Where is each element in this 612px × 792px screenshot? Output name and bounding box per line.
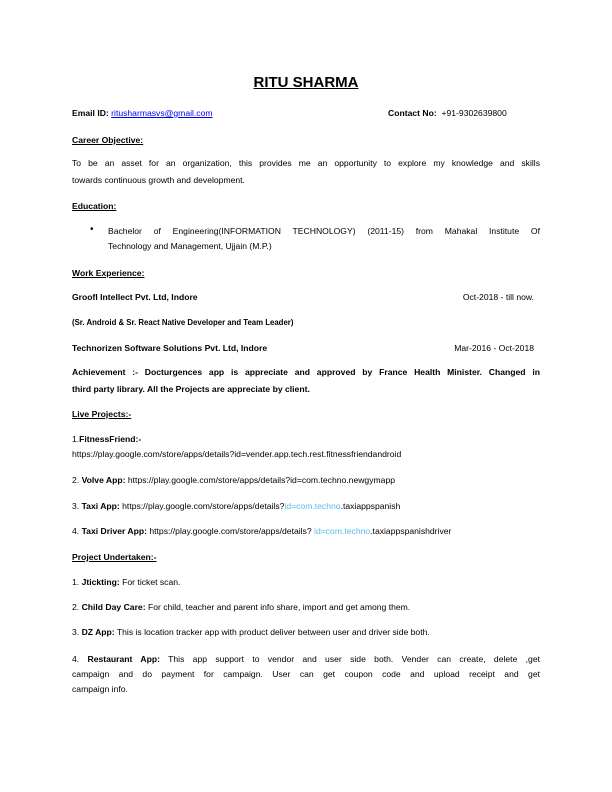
- item-number: 1.: [72, 577, 82, 587]
- project-name: Jtickting:: [81, 577, 120, 587]
- project-desc-line: campaign and do payment for campaign. User can get coupon code and upload receipt and get: [72, 669, 540, 679]
- resume-name: RITU SHARMA: [253, 74, 359, 91]
- project-name: Taxi Driver App:: [81, 526, 147, 536]
- contact-phone: +91-9302639800: [441, 108, 507, 118]
- project-url-highlight[interactable]: id=com.techno: [314, 526, 371, 536]
- project-item: [72, 653, 540, 665]
- achievement-line: Achievement :- Docturgences app is appreciate and approved by France Health Minister. Changed in: [72, 367, 540, 377]
- live-project-item: [72, 525, 451, 537]
- item-number: 2.: [72, 602, 82, 612]
- project-url[interactable]: https://play.google.com/store/apps/details?id=vender.app.tech.rest.fitnessfriendandroid: [72, 449, 402, 459]
- project-desc: For child, teacher and parent info share, import and get among them.: [145, 602, 411, 612]
- project-item: [72, 626, 430, 638]
- email-label: Email ID:: [72, 108, 109, 118]
- job-dates: Oct-2018 - till now.: [462, 292, 534, 302]
- item-number: 4.: [72, 654, 88, 664]
- projects-undertaken-heading: Project Undertaken:-: [72, 552, 157, 562]
- achievement-line: third party library. All the Projects are appreciate by client.: [72, 384, 310, 394]
- work-heading: Work Experience:: [72, 268, 145, 278]
- project-desc-line: campaign info.: [72, 684, 128, 694]
- project-name: Restaurant App:: [87, 654, 160, 664]
- bullet-icon: •: [90, 224, 94, 235]
- project-item: [72, 601, 410, 613]
- item-number: 3.: [72, 501, 82, 511]
- project-url[interactable]: https://play.google.com/store/apps/details?: [119, 501, 285, 511]
- item-number: 2.: [72, 475, 82, 485]
- career-text-line: towards continuous growth and development.: [72, 175, 245, 185]
- project-url[interactable]: .taxiappspanishdriver: [370, 526, 452, 536]
- email-link[interactable]: ritusharmasvs@gmail.com: [111, 108, 213, 118]
- contact-label: Contact No:: [388, 108, 437, 118]
- project-name: Taxi App:: [81, 501, 120, 511]
- job-dates: Mar-2016 - Oct-2018: [454, 343, 534, 353]
- project-name: DZ App:: [81, 627, 115, 637]
- education-line: Bachelor of Engineering(INFORMATION TECHNOLOGY) (2011-15) from Mahakal Institute Of: [108, 226, 540, 236]
- live-projects-heading: Live Projects:-: [72, 409, 132, 419]
- item-number: 1.: [72, 434, 80, 444]
- project-name: Child Day Care:: [81, 602, 146, 612]
- project-item: [72, 576, 180, 588]
- job-company: Groofl Intellect Pvt. Ltd, Indore: [72, 292, 198, 302]
- item-number: 4.: [72, 526, 82, 536]
- live-project-item: [72, 474, 395, 486]
- project-desc: This is location tracker app with product deliver between user and driver side both.: [114, 627, 430, 637]
- live-project-item: [72, 500, 400, 512]
- job-company: Technorizen Software Solutions Pvt. Ltd, Indore: [72, 343, 268, 353]
- education-line: Technology and Management, Ujjain (M.P.): [108, 241, 272, 251]
- project-name: Volve App:: [81, 475, 126, 485]
- project-url[interactable]: https://play.google.com/store/apps/details?: [146, 526, 315, 536]
- career-text-line: To be an asset for an organization, this provides me an opportunity to explore my knowledge and skills: [72, 158, 540, 168]
- project-url-highlight[interactable]: id=com.techno: [284, 501, 341, 511]
- project-desc: For ticket scan.: [119, 577, 181, 587]
- live-project-item: [72, 433, 141, 445]
- project-name: FitnessFriend:-: [79, 434, 142, 444]
- education-heading: Education:: [72, 201, 117, 211]
- email-line: [72, 107, 213, 119]
- item-number: 3.: [72, 627, 82, 637]
- project-url[interactable]: https://play.google.com/store/apps/details?id=com.techno.newgymapp: [125, 475, 396, 485]
- career-heading: Career Objective:: [72, 135, 144, 145]
- project-url[interactable]: .taxiappspanish: [340, 501, 401, 511]
- contact-line: [388, 107, 507, 119]
- project-desc: This app support to vendor and user side both. Vender can create, delete ,get: [159, 654, 540, 664]
- job-role: (Sr. Android & Sr. React Native Developer and Team Leader): [72, 318, 294, 327]
